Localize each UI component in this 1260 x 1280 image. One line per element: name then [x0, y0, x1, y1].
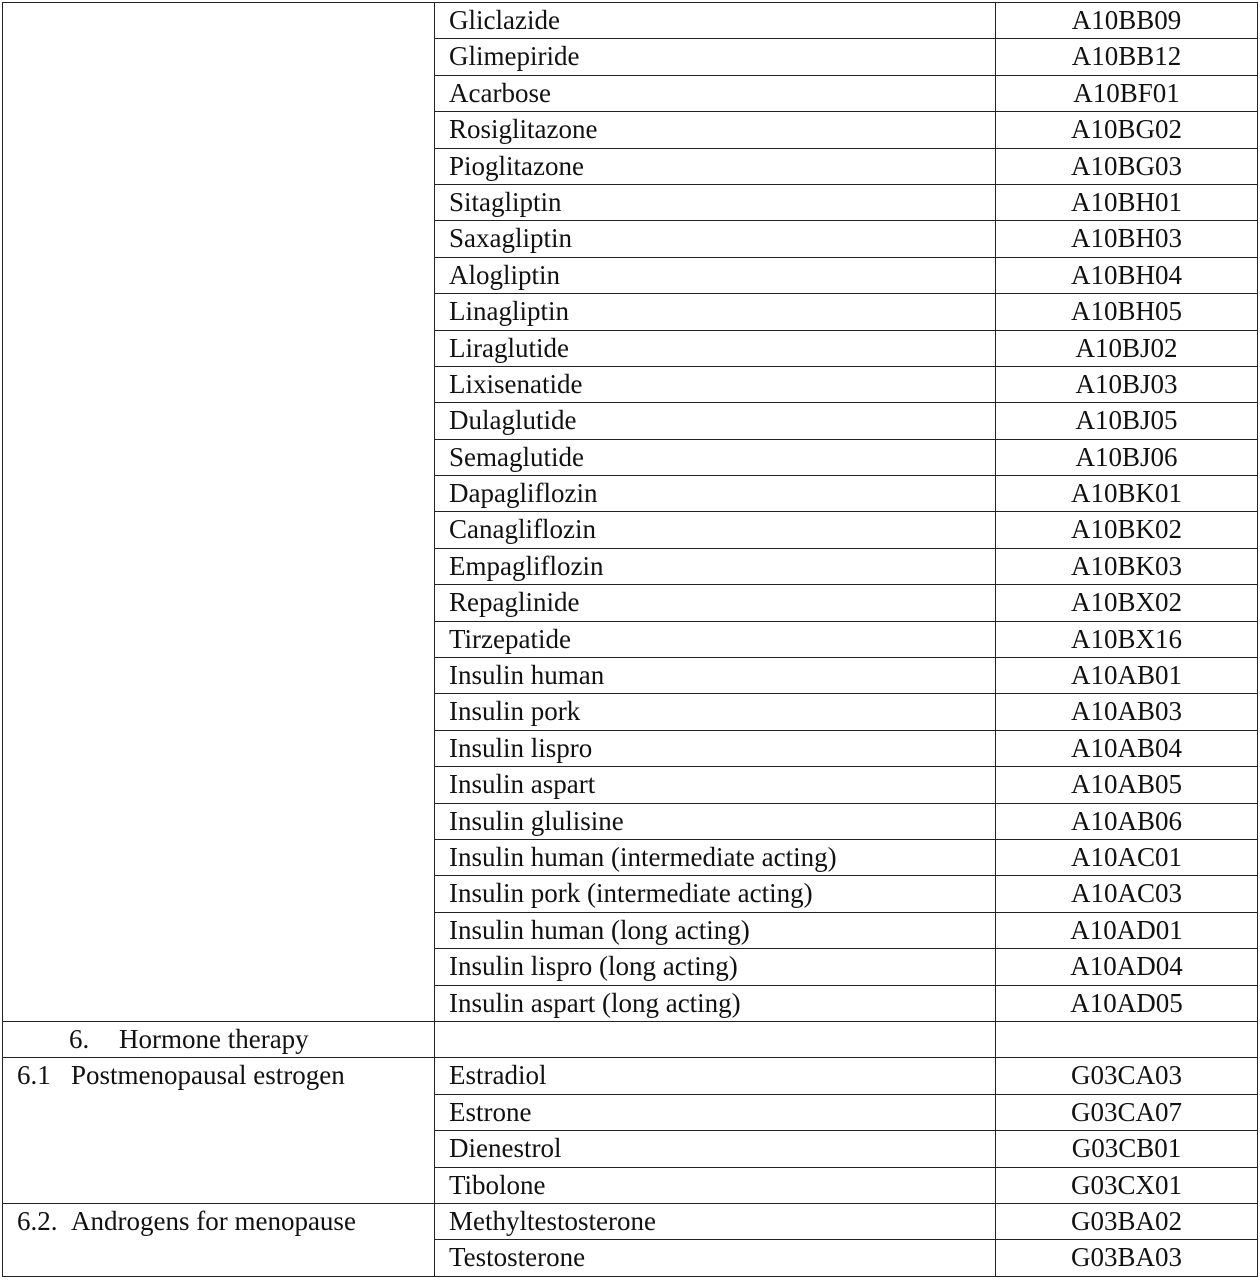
drug-name-cell: Tirzepatide	[435, 621, 996, 657]
drug-name-cell: Insulin pork	[435, 694, 996, 730]
atc-code-cell: A10AD04	[996, 949, 1258, 985]
category-title: Androgens for menopause	[71, 1205, 356, 1236]
drug-name-cell: Lixisenatide	[435, 366, 996, 402]
drug-name-cell: Insulin human (intermediate acting)	[435, 839, 996, 875]
table-row	[3, 1058, 1258, 1094]
drug-name-cell: Insulin glulisine	[435, 803, 996, 839]
atc-code-cell: A10BK02	[996, 512, 1258, 548]
drug-name-cell: Empagliflozin	[435, 548, 996, 584]
category-cell-androgens-for-menopause	[3, 1203, 435, 1276]
drug-code-table	[2, 2, 1258, 1277]
category-number: 6.1	[17, 1060, 51, 1091]
drug-name-cell: Acarbose	[435, 75, 996, 111]
drug-name-cell: Pioglitazone	[435, 148, 996, 184]
atc-code-cell: A10BX02	[996, 585, 1258, 621]
section-title: Hormone therapy	[119, 1023, 309, 1054]
drug-name-cell: Liraglutide	[435, 330, 996, 366]
table-row	[3, 1203, 1258, 1239]
atc-code-cell: G03CA07	[996, 1094, 1258, 1130]
drug-name-cell: Saxagliptin	[435, 221, 996, 257]
table-row	[3, 3, 1258, 39]
atc-code-cell: G03BA02	[996, 1203, 1258, 1239]
drug-name-cell: Repaglinide	[435, 585, 996, 621]
atc-code-cell: G03CB01	[996, 1131, 1258, 1167]
drug-name-cell: Insulin aspart (long acting)	[435, 985, 996, 1021]
drug-name-cell: Rosiglitazone	[435, 112, 996, 148]
drug-name-cell: Testosterone	[435, 1240, 996, 1276]
atc-code-cell: A10AB03	[996, 694, 1258, 730]
table-body	[3, 3, 1258, 1277]
section-number: 6.	[69, 1023, 90, 1054]
atc-code-cell: A10BG03	[996, 148, 1258, 184]
drug-name-cell: Insulin pork (intermediate acting)	[435, 876, 996, 912]
drug-name-cell: Insulin lispro (long acting)	[435, 949, 996, 985]
atc-code-cell: A10BJ03	[996, 366, 1258, 402]
drug-name-cell: Insulin human (long acting)	[435, 912, 996, 948]
atc-code-cell: A10BB12	[996, 39, 1258, 75]
atc-code-cell: A10AB04	[996, 730, 1258, 766]
drug-name-cell: Dienestrol	[435, 1131, 996, 1167]
atc-code-cell: A10BF01	[996, 75, 1258, 111]
atc-code-cell: A10BH03	[996, 221, 1258, 257]
atc-code-cell: A10AD01	[996, 912, 1258, 948]
category-cell-postmenopausal-estrogen	[3, 1058, 435, 1204]
drug-name-cell: Canagliflozin	[435, 512, 996, 548]
atc-code-cell: A10AC01	[996, 839, 1258, 875]
drug-name-cell: Linagliptin	[435, 294, 996, 330]
drug-name-cell: Insulin human	[435, 658, 996, 694]
atc-code-cell: A10BH01	[996, 184, 1258, 220]
drug-name-cell: Semaglutide	[435, 439, 996, 475]
drug-name-cell: Insulin lispro	[435, 730, 996, 766]
atc-code-cell: A10BK01	[996, 476, 1258, 512]
atc-code-cell: A10BJ02	[996, 330, 1258, 366]
category-title: Postmenopausal estrogen	[71, 1060, 345, 1091]
atc-code-cell: A10BH05	[996, 294, 1258, 330]
drug-name-cell: Estrone	[435, 1094, 996, 1130]
atc-code-cell: A10AB05	[996, 767, 1258, 803]
empty-cell	[435, 1021, 996, 1057]
atc-code-cell: A10BJ05	[996, 403, 1258, 439]
section-header-row	[3, 1021, 1258, 1057]
empty-cell	[996, 1021, 1258, 1057]
drug-name-cell: Methyltestosterone	[435, 1203, 996, 1239]
atc-code-cell: A10BH04	[996, 257, 1258, 293]
section-heading-hormone-therapy	[3, 1021, 435, 1057]
atc-code-cell: A10BG02	[996, 112, 1258, 148]
category-number: 6.2.	[17, 1205, 58, 1236]
atc-code-cell: A10BB09	[996, 3, 1258, 39]
atc-code-cell: G03BA03	[996, 1240, 1258, 1276]
drug-name-cell: Gliclazide	[435, 3, 996, 39]
atc-code-cell: A10BX16	[996, 621, 1258, 657]
atc-code-cell: A10AB01	[996, 658, 1258, 694]
drug-name-cell: Insulin aspart	[435, 767, 996, 803]
atc-code-cell: A10BK03	[996, 548, 1258, 584]
atc-code-cell: A10AC03	[996, 876, 1258, 912]
drug-name-cell: Dapagliflozin	[435, 476, 996, 512]
drug-name-cell: Sitagliptin	[435, 184, 996, 220]
atc-code-cell: A10AB06	[996, 803, 1258, 839]
atc-code-cell: G03CX01	[996, 1167, 1258, 1203]
drug-name-cell: Alogliptin	[435, 257, 996, 293]
drug-name-cell: Tibolone	[435, 1167, 996, 1203]
drug-name-cell: Dulaglutide	[435, 403, 996, 439]
drug-name-cell: Glimepiride	[435, 39, 996, 75]
atc-code-cell: G03CA03	[996, 1058, 1258, 1094]
atc-code-cell: A10AD05	[996, 985, 1258, 1021]
drug-name-cell: Estradiol	[435, 1058, 996, 1094]
atc-code-cell: A10BJ06	[996, 439, 1258, 475]
category-cell-empty	[3, 3, 435, 1022]
